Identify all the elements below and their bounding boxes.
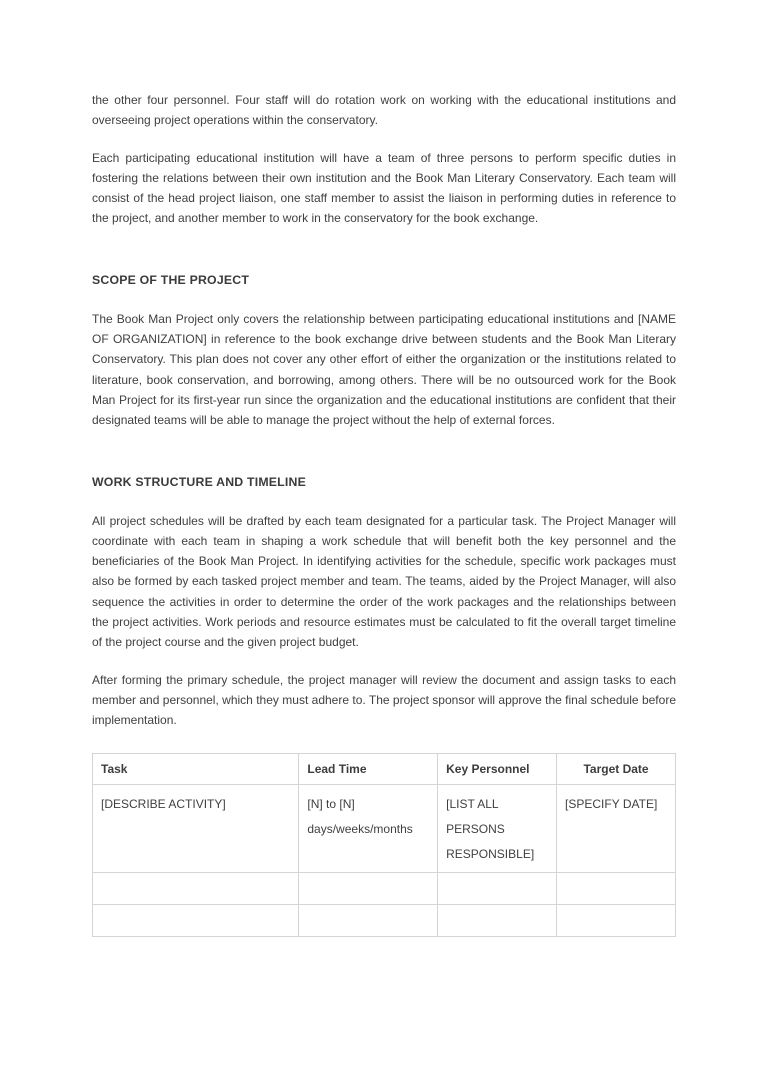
table-cell-key-personnel xyxy=(438,872,557,904)
table-header-row xyxy=(93,753,676,784)
table-cell-task xyxy=(93,872,299,904)
table-row xyxy=(93,872,676,904)
table-cell-task: [DESCRIBE ACTIVITY] xyxy=(93,784,299,872)
intro-paragraph-1: the other four personnel. Four staff will do rotation work on working with the educational institutions and overseeing project operations within the conservatory. xyxy=(92,93,676,128)
work-structure-paragraph-1: All project schedules will be drafted by each team designated for a particular task. The Project Manager will coordinate with each team in shaping a work schedule that will benefit both the key personnel and the beneficiaries of the Book Man Project. In identifying activities for the schedule, specific work packages must also be formed by each tasked project member and team. The teams, aided by the Project Manager, will also sequence the activities in order to determine the order of the work packages and the relationships between the project activities. Work periods and resource estimates must be calculated to fit the overall target timeline of the project course and the given project budget. xyxy=(92,513,676,650)
intro-paragraph-2: Each participating educational institution will have a team of three persons to perform specific duties in fostering the relations between their own institution and the Book Man Literary Conservatory. Each team will consist of the head project liaison, one staff member to assist the liaison in performing duties in reference to the project, and another member to work in the conservatory for the book exchange. xyxy=(92,150,676,226)
table-cell-task xyxy=(93,904,299,936)
column-header-target-date: Target Date xyxy=(557,753,676,784)
table-cell-key-personnel: [LIST ALL PERSONS RESPONSIBLE] xyxy=(438,784,557,872)
column-header-lead-time: Lead Time xyxy=(299,753,438,784)
table-cell-target-date: [SPECIFY DATE] xyxy=(557,784,676,872)
scope-paragraph: The Book Man Project only covers the relationship between participating educational institutions and [NAME OF ORGANIZATION] in reference to the book exchange drive between students and the Book Man Literary Conservatory. This plan does not cover any other effort of either the organization or the institutions related to literature, book conservation, and borrowing, among others. There will be no outsourced work for the Book Man Project for its first-year run since the organization and the educational institutions are confident that their designated teams will be able to manage the project without the help of external forces. xyxy=(92,311,676,428)
work-timeline-table xyxy=(92,753,676,937)
table-cell-lead-time xyxy=(299,904,438,936)
table-row xyxy=(93,904,676,936)
table-cell-target-date xyxy=(557,872,676,904)
section-heading-scope: SCOPE OF THE PROJECT xyxy=(92,272,250,287)
work-structure-paragraph-2: After forming the primary schedule, the project manager will review the document and assign tasks to each member and personnel, which they must adhere to. The project sponsor will approve the final schedule before implementation. xyxy=(92,672,676,728)
table-row xyxy=(93,784,676,872)
table-cell-lead-time: [N] to [N] days/weeks/months xyxy=(299,784,438,872)
section-heading-work-structure: WORK STRUCTURE AND TIMELINE xyxy=(92,474,306,489)
table-cell-target-date xyxy=(557,904,676,936)
table-cell-key-personnel xyxy=(438,904,557,936)
column-header-task: Task xyxy=(93,753,299,784)
table-cell-lead-time xyxy=(299,872,438,904)
column-header-key-personnel: Key Personnel xyxy=(438,753,557,784)
